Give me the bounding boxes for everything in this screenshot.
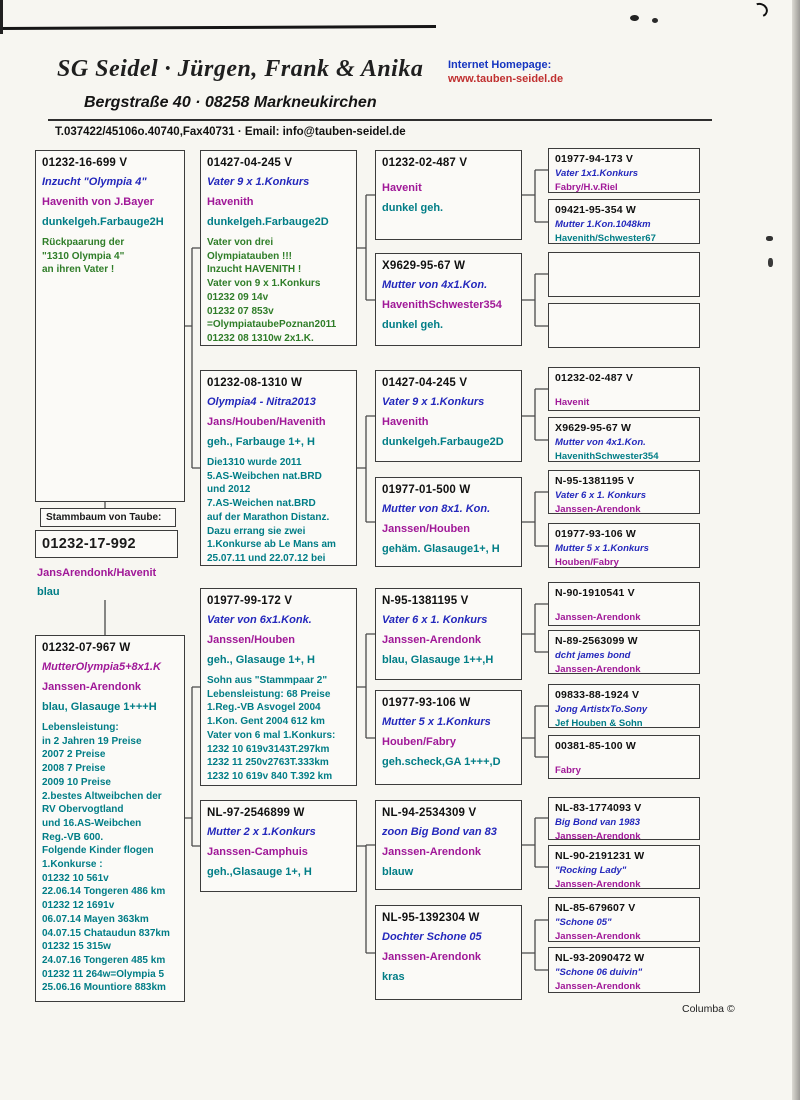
bird-note: und 16.AS-Weibchen	[42, 817, 142, 829]
scan-artifact	[768, 258, 773, 267]
pedigree-box-gen4-5	[548, 367, 700, 411]
bird-line: MutterOlympia5+8x1.K	[42, 661, 161, 673]
scan-artifact	[0, 0, 3, 34]
pedigree-box-gen2-3	[200, 588, 357, 786]
bird-line: dunkelgeh.Farbauge2D	[382, 436, 504, 448]
ring-number: 09833-88-1924 V	[555, 689, 640, 701]
bird-line: Houben/Fabry	[555, 557, 619, 568]
bird-note: 1.Reg.-VB Asvogel 2004	[207, 702, 321, 714]
pedigree-box-gen4-13	[548, 797, 700, 840]
bird-line: Mutter 1.Kon.1048km	[555, 219, 651, 230]
ring-number: NL-93-2090472 W	[555, 952, 645, 964]
bird-line: Janssen-Camphuis	[207, 846, 308, 858]
bird-note: 25.07.11 und 22.07.12 bei	[207, 552, 326, 564]
subject-ring: 01232-17-992	[35, 530, 178, 558]
ring-number: X9629-95-67 W	[382, 260, 466, 272]
bird-line: Janssen-Arendonk	[42, 681, 142, 693]
scan-artifact	[0, 25, 436, 30]
bird-line: Janssen/Houben	[382, 523, 471, 535]
scan-artifact	[630, 15, 639, 21]
bird-line: HavenithSchwester354	[382, 299, 502, 311]
columba-credit: Columba ©	[682, 1003, 735, 1015]
ring-number: NL-97-2546899 W	[207, 807, 305, 819]
pedigree-box-gen4-4	[548, 303, 700, 348]
bird-note: 01232 11 264w=Olympia 5	[42, 968, 165, 980]
pedigree-box-gen4-14	[548, 845, 700, 889]
bird-note: 2009 10 Preise	[42, 776, 111, 788]
bird-note: 24.07.16 Tongeren 485 km	[42, 954, 166, 966]
bird-line: Janssen-Arendonk	[555, 831, 641, 840]
bird-note: 01232 09 14v	[207, 291, 269, 303]
bird-line: Inzucht "Olympia 4"	[42, 176, 147, 188]
homepage-url: www.tauben-seidel.de	[448, 73, 564, 85]
bird-note: 1232 10 619v3143T.297km	[207, 743, 330, 755]
pedigree-box-gen3-1	[375, 150, 522, 240]
pedigree-box-gen4-11	[548, 684, 700, 728]
bird-note: =OlympiataubePoznan2011	[207, 319, 337, 331]
bird-note: 04.07.15 Chataudun 837km	[42, 927, 170, 939]
bird-line: Fabry/H.v.Riel	[555, 182, 618, 193]
bird-note: 1232 10 619v 840 T.392 km	[207, 770, 333, 782]
bird-line: Dochter Schone 05	[382, 931, 482, 943]
bird-note: 06.07.14 Mayen 363km	[42, 913, 149, 925]
pedigree-box-gen4-6	[548, 417, 700, 462]
loft-title: SG Seidel · Jürgen, Frank & Anika	[57, 56, 424, 82]
bird-note: Die1310 wurde 2011	[207, 457, 302, 468]
bird-note: 01232 07 853v	[207, 305, 274, 317]
pedigree-box-gen3-8	[375, 905, 522, 1000]
bird-note: Inzucht HAVENITH !	[207, 264, 302, 276]
scan-artifact	[766, 236, 773, 241]
bird-note: Vater von drei	[207, 237, 274, 248]
ring-number: NL-90-2191231 W	[555, 850, 645, 862]
bird-line: Mutter 5 x 1.Konkurs	[382, 716, 491, 728]
ring-number: 01427-04-245 V	[382, 377, 468, 389]
ring-number: 01977-94-173 V	[555, 153, 634, 165]
ring-number: 01232-02-487 V	[555, 372, 634, 384]
bird-line: Mutter von 4x1.Kon.	[382, 279, 488, 291]
bird-line: Mutter von 8x1. Kon.	[382, 503, 491, 515]
pedigree-box-gen2-1	[200, 150, 357, 346]
bird-line: "Rocking Lady"	[555, 865, 627, 876]
pedigree-box-gen2-2	[200, 370, 357, 566]
bird-note: RV Obervogtland	[42, 804, 124, 816]
ring-number: 01232-08-1310 W	[207, 377, 303, 389]
subject-color: blau	[37, 586, 60, 598]
pedigree-box-gen3-2	[375, 253, 522, 346]
bird-note: 1.Kon. Gent 2004 612 km	[207, 716, 325, 728]
bird-line: Fabry	[555, 765, 581, 776]
bird-line: Janssen/Houben	[207, 634, 296, 646]
bird-line: zoon Big Bond van 83	[382, 826, 497, 838]
bird-note: Rückpaarung der	[42, 237, 125, 248]
bird-note: 2008 7 Preise	[42, 763, 106, 775]
bird-line: Havenith/Schwester67	[555, 233, 656, 244]
bird-note: in 2 Jahren 19 Preise	[42, 735, 142, 747]
bird-note: Lebensleistung: 68 Preise	[207, 688, 331, 700]
pedigree-box-father	[35, 150, 185, 502]
pedigree-box-gen4-1	[548, 148, 700, 193]
pedigree-box-gen3-5	[375, 588, 522, 680]
bird-line: Janssen-Arendonk	[555, 879, 641, 889]
bird-note: 1.Konkurse :	[42, 859, 103, 871]
bird-note: 1.Konkurse ab Le Mans am	[207, 539, 336, 551]
loft-address: Bergstraße 40 · 08258 Markneukirchen	[84, 94, 377, 111]
bird-note: 01232 15 315w	[42, 941, 111, 953]
contact-line: T.037422/45106o.40740,Fax40731 · Email: info@tauben-seidel.de	[55, 126, 406, 138]
pedigree-box-gen3-6	[375, 690, 522, 785]
ring-number: N-89-2563099 W	[555, 635, 638, 647]
bird-note: Folgende Kinder flogen	[42, 845, 154, 857]
bird-line: blau, Glasauge 1+++H	[42, 701, 157, 713]
bird-line: Janssen-Arendonk	[555, 612, 641, 623]
bird-line: Vater 9 x 1.Konkurs	[207, 176, 310, 188]
bird-line: dcht james bond	[555, 650, 631, 661]
bird-line: Vater 1x1.Konkurs	[555, 168, 639, 179]
ring-number: N-95-1381195 V	[555, 475, 635, 487]
bird-line: "Schone 06 duivin"	[555, 967, 643, 978]
bird-line: Janssen-Arendonk	[555, 981, 641, 992]
pedigree-box-gen2-4	[200, 800, 357, 892]
pedigree-box-gen4-12	[548, 735, 700, 779]
bird-line: Houben/Fabry	[382, 736, 456, 748]
bird-line: Janssen-Arendonk	[382, 846, 482, 858]
pedigree-box-gen4-9	[548, 582, 700, 626]
bird-note: Sohn aus "Stammpaar 2"	[207, 675, 328, 686]
bird-note: 22.06.14 Tongeren 486 km	[42, 886, 166, 898]
pedigree-box-gen4-8	[548, 523, 700, 568]
pedigree-box-gen3-3	[375, 370, 522, 462]
subject-strain: JansArendonk/Havenit	[37, 567, 157, 579]
bird-note: auf der Marathon Distanz.	[207, 511, 330, 523]
bird-note: 01232 10 561v	[42, 872, 109, 884]
ring-number: 01232-02-487 V	[382, 157, 468, 169]
pedigree-box-mother	[35, 635, 185, 1002]
bird-line: HavenithSchwester354	[555, 451, 659, 462]
ring-number: N-90-1910541 V	[555, 587, 635, 599]
bird-note: 01232 12 1691v	[42, 900, 115, 912]
pedigree-box-gen3-4	[375, 477, 522, 567]
bird-note: Reg.-VB 600.	[42, 831, 104, 843]
bird-note: 5.AS-Weibchen nat.BRD	[207, 470, 322, 482]
bird-note: Vater von 9 x 1.Konkurs	[207, 278, 321, 290]
pedigree-box-gen4-7	[548, 470, 700, 514]
bird-line: Janssen-Arendonk	[555, 931, 641, 942]
bird-line: Jef Houben & Sohn	[555, 718, 643, 728]
bird-note: und 2012	[207, 484, 251, 496]
bird-line: Big Bond van 1983	[555, 817, 640, 828]
bird-line: Vater 6 x 1. Konkurs	[382, 614, 488, 626]
bird-line: Mutter 5 x 1.Konkurs	[555, 543, 649, 554]
ring-number: 00381-85-100 W	[555, 740, 637, 752]
bird-note: an ihren Vater !	[42, 264, 115, 276]
bird-line: geh.,Glasauge 1+, H	[207, 866, 312, 878]
bird-line: Vater 9 x 1.Konkurs	[382, 396, 485, 408]
bird-line: Havenit	[555, 397, 590, 408]
bird-line: Olympia4 - Nitra2013	[207, 396, 316, 408]
bird-note: Dazu errang sie zwei	[207, 525, 306, 537]
bird-line: Mutter von 4x1.Kon.	[555, 437, 646, 448]
bird-note: Vater von 6 mal 1.Konkurs:	[207, 729, 336, 741]
bird-line: Havenith	[207, 196, 254, 208]
homepage-block	[448, 58, 563, 86]
bird-line: geh.scheck,GA 1+++,D	[382, 756, 501, 768]
pedigree-box-gen4-15	[548, 897, 700, 942]
bird-line: Havenith	[382, 416, 429, 428]
bird-line: "Schone 05"	[555, 917, 612, 928]
bird-note: Lebensleistung:	[42, 722, 119, 733]
bird-note: 2.bestes Altweibchen der	[42, 790, 162, 802]
bird-line: Havenith von J.Bayer	[42, 196, 154, 208]
ring-number: NL-94-2534309 V	[382, 807, 477, 819]
bird-line: blauw	[382, 866, 414, 878]
ring-number: 01232-16-699 V	[42, 157, 128, 169]
bird-line: Mutter 2 x 1.Konkurs	[207, 826, 316, 838]
ring-number: 01977-93-106 W	[555, 528, 637, 540]
bird-line: dunkel geh.	[382, 319, 444, 331]
header-divider	[48, 119, 712, 121]
ring-number: X9629-95-67 W	[555, 422, 632, 434]
bird-line: Janssen-Arendonk	[382, 951, 482, 963]
pedigree-box-gen4-10	[548, 630, 700, 674]
ring-number: 01977-01-500 W	[382, 484, 471, 496]
bird-note: 01232 08 1310w 2x1.K.	[207, 332, 314, 344]
bird-line: Jans/Houben/Havenith	[207, 416, 326, 428]
bird-line: Vater 6 x 1. Konkurs	[555, 490, 646, 501]
ring-number: 01977-93-106 W	[382, 697, 471, 709]
bird-line: Havenit	[382, 182, 422, 194]
bird-note: 2007 2 Preise	[42, 749, 106, 761]
scan-edge	[792, 0, 800, 1100]
bird-note: 25.06.16 Mountiore 883km	[42, 982, 166, 994]
scan-artifact	[652, 18, 658, 23]
bird-note: "1310 Olympia 4"	[42, 250, 125, 262]
ring-number: N-95-1381195 V	[382, 595, 469, 607]
bird-line: Janssen-Arendonk	[382, 634, 482, 646]
bird-line: dunkelgeh.Farbauge2D	[207, 216, 329, 228]
ring-number: NL-85-679607 V	[555, 902, 636, 914]
ring-number: 09421-95-354 W	[555, 204, 637, 216]
bird-line: dunkel geh.	[382, 202, 444, 214]
bird-line: geh., Farbauge 1+, H	[207, 436, 315, 448]
bird-line: blau, Glasauge 1++,H	[382, 654, 494, 666]
ring-number: 01427-04-245 V	[207, 157, 293, 169]
scan-artifact	[750, 1, 770, 20]
bird-line: Janssen-Arendonk	[555, 664, 641, 674]
bird-note: Olympiatauben !!!	[207, 250, 293, 262]
homepage-label: Internet Homepage:	[448, 59, 552, 71]
pedigree-box-gen4-3	[548, 252, 700, 297]
bird-line: geh., Glasauge 1+, H	[207, 654, 315, 666]
bird-line: Jong ArtistxTo.Sony	[555, 704, 648, 715]
pedigree-box-gen3-7	[375, 800, 522, 890]
bird-line: Vater von 6x1.Konk.	[207, 614, 312, 626]
ring-number: 01232-07-967 W	[42, 642, 131, 654]
bird-line: Janssen-Arendonk	[555, 504, 641, 514]
pedigree-box-gen4-16	[548, 947, 700, 993]
bird-note: 1232 11 250v2763T.333km	[207, 757, 329, 769]
ring-number: NL-95-1392304 W	[382, 912, 480, 924]
ring-number: NL-83-1774093 V	[555, 802, 642, 814]
pedigree-box-gen4-2	[548, 199, 700, 244]
subject-label: Stammbaum von Taube:	[40, 508, 176, 527]
bird-line: kras	[382, 971, 405, 983]
ring-number: 01977-99-172 V	[207, 595, 293, 607]
bird-note: 7.AS-Weichen nat.BRD	[207, 498, 316, 510]
bird-line: dunkelgeh.Farbauge2H	[42, 216, 164, 228]
bird-line: gehäm. Glasauge1+, H	[382, 543, 500, 555]
